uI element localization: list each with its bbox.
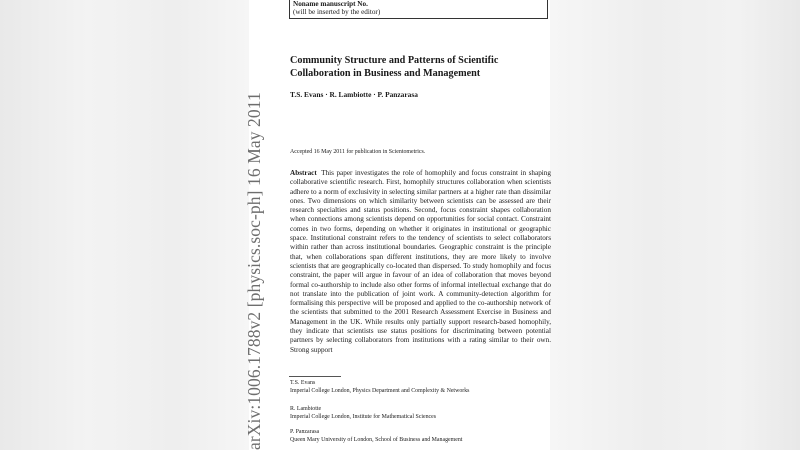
- arxiv-identifier: arXiv:1006.1788v2 [physics.soc-ph] 16 May 2011: [244, 92, 264, 450]
- affiliation-institution: Imperial College London, Physics Department and Complexity & Networks: [290, 388, 470, 395]
- blurred-left-margin: [0, 0, 250, 450]
- manuscript-number-box: [289, 0, 548, 19]
- affiliation-block: [290, 428, 548, 444]
- paper-title-line1: Community Structure and Patterns of Scientific: [290, 55, 499, 66]
- footnote-rule: [289, 376, 341, 377]
- abstract-text: This paper investigates the role of homophily and focus constraint in shaping collaborative scientific research. First, homophily structures collaboration when scientists adhere to a norm of exclusivity in selecting similar partners at a higher rate than dissimilar ones. Two dimensions on which similarity between scientists can be assessed are their research specialties and status positions. Second, focus constraint shapes collaboration when connections among scientists depend on opportunities for social contact. Constraint comes in two forms, depending on whether it originates in institutional or geographic space. Institutional constraint refers to the tendency of scientists to select collaborators within rather than across institutional boundaries. Geographic constraint is the principle that, when collaborations span different institutions, they are more likely to involve scientists that are geographically co-located than dispersed. To study homophily and focus constraint, the paper will argue in favour of an idea of collaboration that moves beyond formal co-authorship to include also other forms of informal intellectual exchange that do not translate into the publication of joint work. A community-detection algorithm for formalising this perspective will be proposed and applied to the co-authorship network of the scientists that submitted to the 2001 Research Assessment Exercise in Business and Management in the UK. While results only partially support research-based homophily, they indicate that scientists use status positions for discriminating between potential partners by selecting collaborators from institutions with a rating similar to their own. Strong support: [290, 169, 551, 354]
- abstract: [290, 169, 551, 355]
- manuscript-number-title: Noname manuscript No.: [293, 0, 368, 8]
- paper-title-line2: Collaboration in Business and Management: [290, 68, 481, 79]
- manuscript-number-note: (will be inserted by the editor): [293, 8, 381, 17]
- affiliation-institution: Queen Mary University of London, School of Business and Management: [290, 437, 463, 444]
- abstract-label: Abstract: [290, 169, 317, 177]
- affiliation-name: P. Panzarasa: [290, 429, 320, 435]
- author-list: T.S. Evans · R. Lambiotte · P. Panzarasa: [290, 90, 418, 99]
- affiliation-block: [290, 379, 548, 395]
- paper-title: [290, 54, 548, 80]
- blurred-right-margin: [550, 0, 800, 450]
- acceptance-note: Accepted 16 May 2011 for publication in Scientometrics.: [290, 149, 426, 155]
- affiliation-name: R. Lambiotte: [290, 406, 322, 412]
- affiliation-institution: Imperial College London, Institute for Mathematical Sciences: [290, 414, 437, 421]
- affiliation-block: [290, 405, 548, 421]
- affiliation-name: T.S. Evans: [290, 380, 316, 386]
